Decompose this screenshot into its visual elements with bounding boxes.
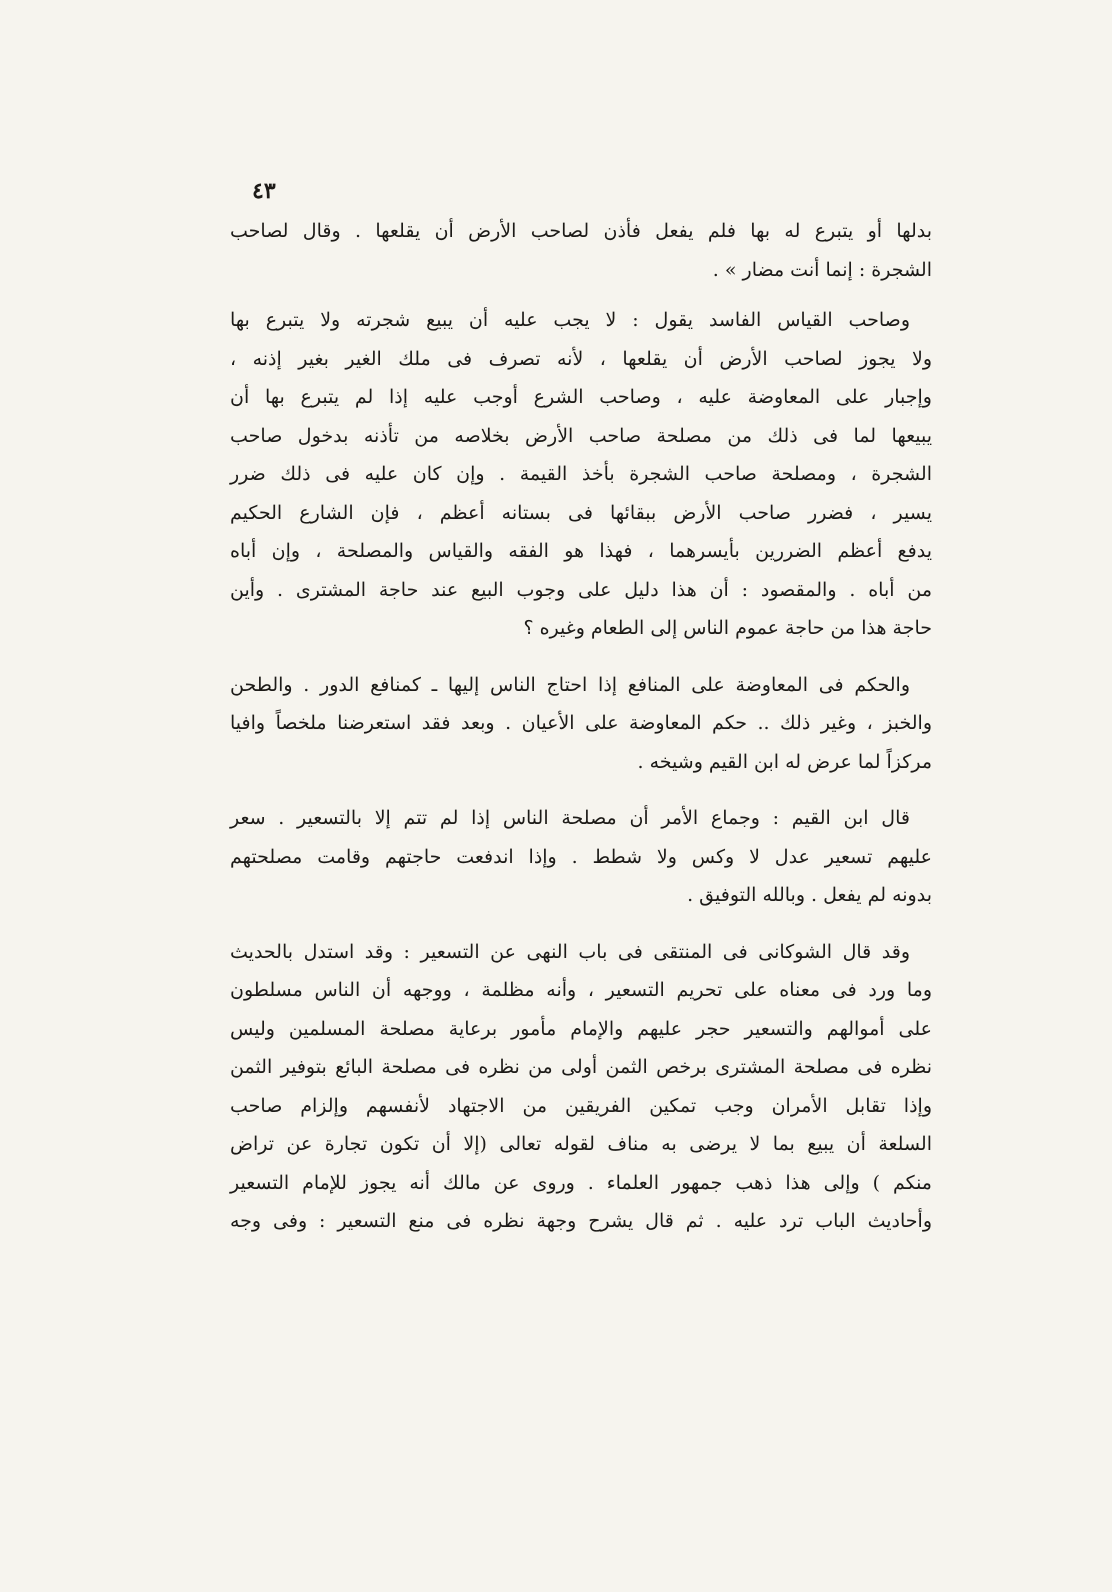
- text-line: والحكم فى المعاوضة على المنافع إذا احتاج الناس إليها ـ كمنافع الدور . والطحن: [230, 673, 910, 696]
- text-line: من أباه . والمقصود : أن هذا دليل على وجوب البيع عند حاجة المشترى . وأين: [230, 578, 932, 601]
- text-line: نظره فى مصلحة المشترى برخص الثمن أولى من نظره فى مصلحة البائع بتوفير الثمن: [230, 1056, 932, 1078]
- text-line: ولا يجوز لصاحب الأرض أن يقلعها ، لأنه تصرف فى ملك الغير بغير إذنه ،: [230, 347, 932, 370]
- text-line: يسير ، فضرر صاحب الأرض ببقائها فى بستانه أعظم ، فإن الشارع الحكيم: [230, 501, 932, 524]
- text-line: بدونه لم يفعل . وبالله التوفيق .: [687, 884, 932, 906]
- text-line: السلعة أن يبيع بما لا يرضى به مناف لقوله تعالى (إلا أن تكون تجارة عن تراض: [230, 1133, 932, 1155]
- text-line: حاجة هذا من حاجة عموم الناس إلى الطعام وغيره ؟: [523, 617, 932, 639]
- paragraph-4: [230, 799, 932, 915]
- paragraph-1: [230, 212, 932, 289]
- text-line: الشجرة ، ومصلحة صاحب الشجرة بأخذ القيمة . وإن كان عليه فى ذلك ضرر: [230, 463, 932, 485]
- paragraph-2: [230, 301, 932, 648]
- text-line: وإجبار على المعاوضة عليه ، وصاحب الشرع أوجب عليه إذا لم يتبرع بها أن: [230, 386, 932, 408]
- text-line: وقد قال الشوكانى فى المنتقى فى باب النهى عن التسعير : وقد استدل بالحديث: [230, 940, 910, 963]
- text-line: وصاحب القياس الفاسد يقول : لا يجب عليه أن يبيع شجرته ولا يتبرع بها: [230, 309, 910, 331]
- paragraph-3: [230, 666, 932, 782]
- text-line: قال ابن القيم : وجماع الأمر أن مصلحة الناس إذا لم تتم إلا بالتسعير . سعر: [230, 807, 910, 829]
- text-line: منكم ) وإلى هذا ذهب جمهور العلماء . وروى عن مالك أنه يجوز للإمام التسعير: [230, 1171, 932, 1194]
- text-line: على أموالهم والتسعير حجر عليهم والإمام مأمور برعاية مصلحة المسلمين وليس: [230, 1017, 932, 1040]
- text-line: بدلها أو يتبرع له بها فلم يفعل فأذن لصاحب الأرض أن يقلعها . وقال لصاحب: [230, 220, 932, 242]
- paragraph-5: [230, 933, 932, 1241]
- page-number: ٤٣: [252, 178, 276, 204]
- text-line: عليهم تسعير عدل لا وكس ولا شطط . وإذا اندفعت حاجتهم وقامت مصلحتهم: [230, 845, 932, 868]
- text-line: يبيعها لما فى ذلك من مصلحة صاحب الأرض بخلاصه من تأذنه بدخول صاحب: [230, 424, 932, 447]
- text-line: مركزاً لما عرض له ابن القيم وشيخه .: [637, 750, 932, 773]
- text-line: يدفع أعظم الضررين بأيسرهما ، فهذا هو الفقه والقياس والمصلحة ، وإن أباه: [230, 540, 932, 562]
- text-line: والخبز ، وغير ذلك .. حكم المعاوضة على الأعيان . وبعد فقد استعرضنا ملخصاً وافيا: [230, 712, 932, 734]
- text-line: وما ورد فى معناه على تحريم التسعير ، وأنه مظلمة ، ووجهه أن الناس مسلطون: [230, 979, 932, 1001]
- text-line: وأحاديث الباب ترد عليه . ثم قال يشرح وجهة نظره فى منع التسعير : وفى وجه: [230, 1210, 932, 1232]
- text-column: [230, 212, 932, 1253]
- text-line: وإذا تقابل الأمران وجب تمكين الفريقين من الاجتهاد لأنفسهم وإلزام صاحب: [230, 1094, 932, 1117]
- text-line: الشجرة : إنما أنت مضار » .: [712, 258, 932, 281]
